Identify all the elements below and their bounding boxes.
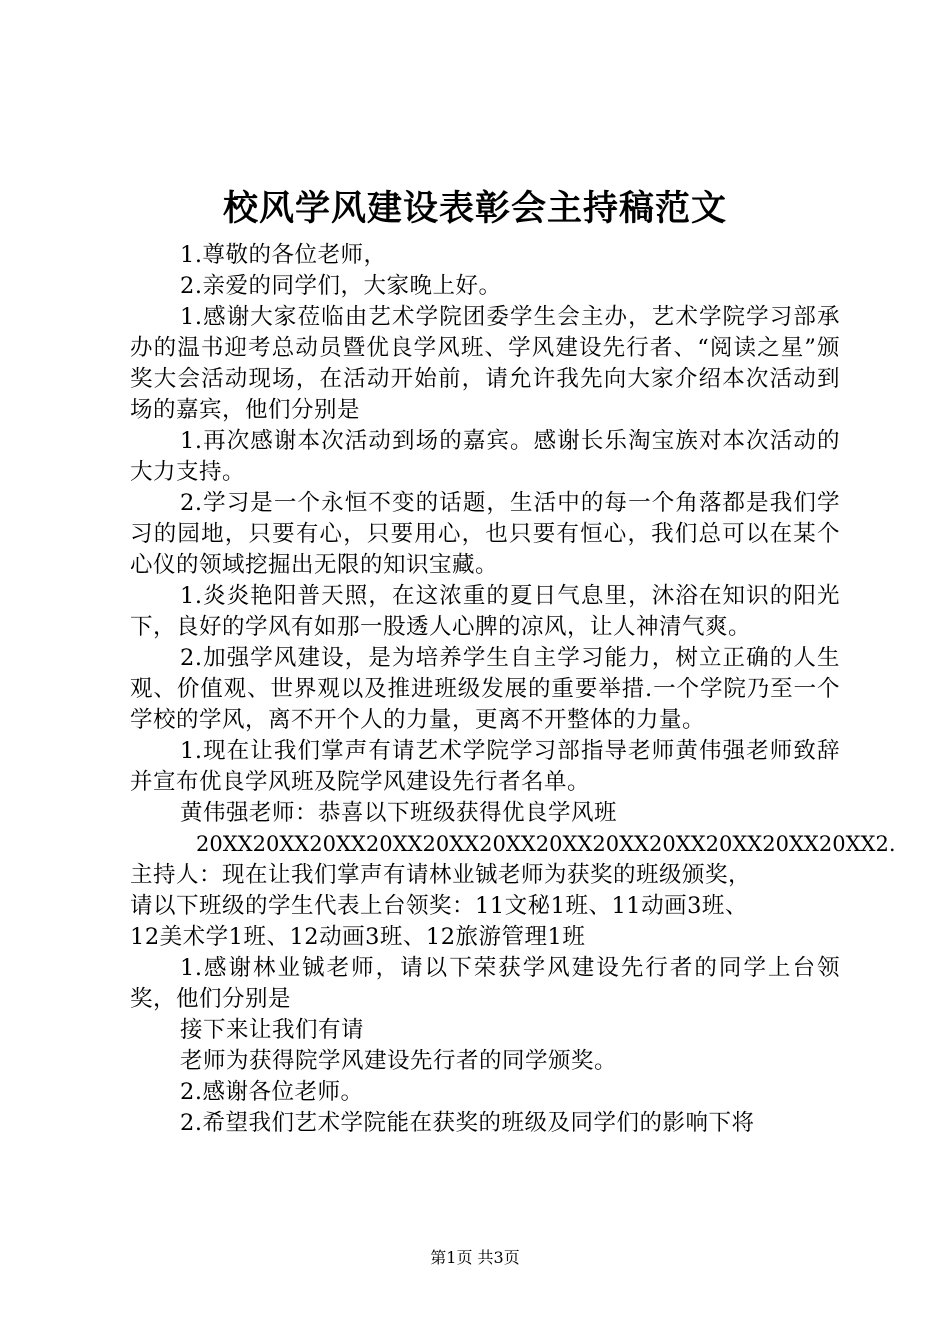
page-footer: 第1页 共3页	[430, 1248, 520, 1267]
paragraph-thanks-sponsor: 1.再次感谢本次活动到场的嘉宾。感谢长乐淘宝族对本次活动的大力支持。	[130, 428, 840, 485]
paragraph-teacher-announcement: 黄伟强老师：恭喜以下班级获得优良学风班	[180, 800, 618, 826]
document-title: 校风学风建设表彰会主持稿范文	[222, 188, 727, 229]
paragraph-invite-teacher: 1.现在让我们掌声有请艺术学院学习部指导老师黄伟强老师致辞并宣布优良学风班及院学风建设先行者名单。	[130, 738, 840, 795]
paragraph-greeting-students: 2.亲爱的同学们，大家晚上好。	[180, 273, 502, 299]
paragraph-greeting-teachers: 1.尊敬的各位老师，	[180, 242, 387, 268]
paragraph-year-placeholder: 20XX20XX20XX20XX20XX20XX20XX20XX20XX20XX20XX20XX2.	[196, 832, 896, 856]
paragraph-study-style: 2.加强学风建设，是为培养学生自主学习能力，树立正确的人生观、价值观、世界观以及推进班级发展的重要举措.一个学院乃至一个学校的学风，离不开个人的力量，更离不开整体的力量。	[130, 645, 840, 733]
paragraph-award-pioneers: 老师为获得院学风建设先行者的同学颁奖。	[180, 1048, 618, 1074]
paragraph-summer-sunshine: 1.炎炎艳阳普天照，在这浓重的夏日气息里，沐浴在知识的阳光下，良好的学风有如那一股透人心脾的凉风，让人神清气爽。	[130, 583, 840, 640]
paragraph-welcome-guests: 1.感谢大家莅临由艺术学院团委学生会主办，艺术学院学习部承办的温书迎考总动员暨优良学风班、学风建设先行者、“阅读之星”颁奖大会活动现场，在活动开始前，请允许我先向大家介绍本次活动到场的嘉宾，他们分别是	[130, 304, 840, 423]
paragraph-learning-topic: 2.学习是一个永恒不变的话题，生活中的每一个角落都是我们学习的园地，只要有心，只要用心，也只要有恒心，我们总可以在某个心仪的领域挖掘出无限的知识宝藏。	[130, 490, 840, 578]
paragraph-host-line-3: 12美术学1班、12动画3班、12旅游管理1班	[130, 924, 586, 950]
paragraph-hope: 2.希望我们艺术学院能在获奖的班级及同学们的影响下将	[180, 1110, 755, 1136]
document-body	[130, 240, 896, 1139]
paragraph-thanks-teachers: 2.感谢各位老师。	[180, 1079, 364, 1105]
paragraph-next-invite: 接下来让我们有请	[180, 1017, 365, 1043]
paragraph-host-line-2: 请以下班级的学生代表上台领奖：11文秘1班、11动画3班、	[130, 893, 748, 919]
paragraph-thanks-teacher-lin: 1.感谢林业铖老师，请以下荣获学风建设先行者的同学上台领奖，他们分别是	[130, 955, 840, 1012]
paragraph-host-line-1: 主持人：现在让我们掌声有请林业铖老师为获奖的班级颁奖，	[130, 862, 752, 888]
